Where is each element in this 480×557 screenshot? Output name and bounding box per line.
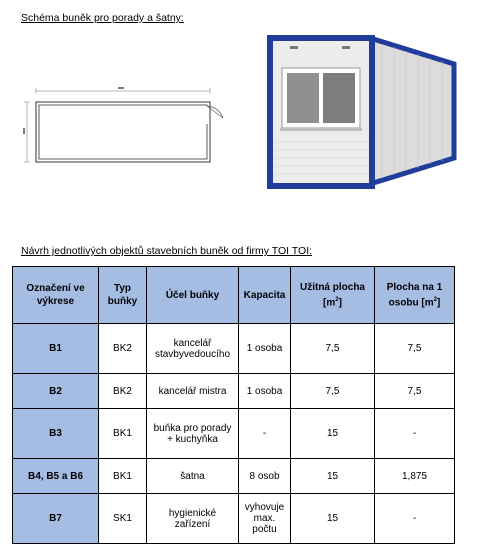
row-purpose: kancelář mistra — [147, 374, 239, 409]
row-type: BK2 — [99, 374, 147, 409]
table-row — [13, 374, 455, 409]
row-per-person: 1,875 — [375, 459, 455, 494]
column-header: Užitná plocha $[m^2]$ — [291, 267, 375, 324]
row-code: B4, B5 a B6 — [13, 459, 99, 494]
row-area: 15 — [291, 409, 375, 459]
row-purpose: buňka pro porady + kuchyňka — [147, 409, 239, 459]
row-per-person: - — [375, 409, 455, 459]
row-code: B2 — [13, 374, 99, 409]
row-area: 15 — [291, 494, 375, 544]
row-type: BK2 — [99, 324, 147, 374]
container-photo — [262, 32, 462, 192]
row-area: 15 — [291, 459, 375, 494]
schema-heading: Schéma buněk pro porady a šatny: — [21, 12, 184, 24]
cells-table — [12, 266, 455, 544]
row-purpose: hygienické zařízení — [147, 494, 239, 544]
window-pane-left — [287, 73, 319, 123]
floor-plan-diagram — [20, 82, 230, 172]
table-row — [13, 324, 455, 374]
table-row — [13, 459, 455, 494]
row-capacity: 1 osoba — [239, 374, 291, 409]
row-capacity: 1 osoba — [239, 324, 291, 374]
row-code: B3 — [13, 409, 99, 459]
row-type: BK1 — [99, 459, 147, 494]
row-per-person: 7,5 — [375, 374, 455, 409]
table-header-row — [13, 267, 455, 324]
column-header: Kapacita — [239, 267, 291, 324]
row-capacity: vyhovuje max. počtu — [239, 494, 291, 544]
floor-plan-outline — [23, 87, 223, 162]
row-area: 7,5 — [291, 324, 375, 374]
row-purpose: šatna — [147, 459, 239, 494]
row-capacity: - — [239, 409, 291, 459]
table-row — [13, 494, 455, 544]
window-pane-right — [323, 73, 355, 123]
container-side-wall — [370, 38, 454, 184]
row-code: B7 — [13, 494, 99, 544]
design-heading: Návrh jednotlivých objektů stavebních buněk od firmy TOI TOI: — [21, 245, 313, 257]
column-header: Typ buňky — [99, 267, 147, 324]
row-per-person: 7,5 — [375, 324, 455, 374]
column-header: Účel buňky — [147, 267, 239, 324]
row-area: 7,5 — [291, 374, 375, 409]
row-code: B1 — [13, 324, 99, 374]
row-per-person: - — [375, 494, 455, 544]
column-header: Plocha na 1 osobu $[m^2]$ — [375, 267, 455, 324]
row-capacity: 8 osob — [239, 459, 291, 494]
column-header: Označení ve výkrese — [13, 267, 99, 324]
row-type: SK1 — [99, 494, 147, 544]
row-type: BK1 — [99, 409, 147, 459]
row-purpose: kancelář stavbyvedoucího — [147, 324, 239, 374]
table-row — [13, 409, 455, 459]
